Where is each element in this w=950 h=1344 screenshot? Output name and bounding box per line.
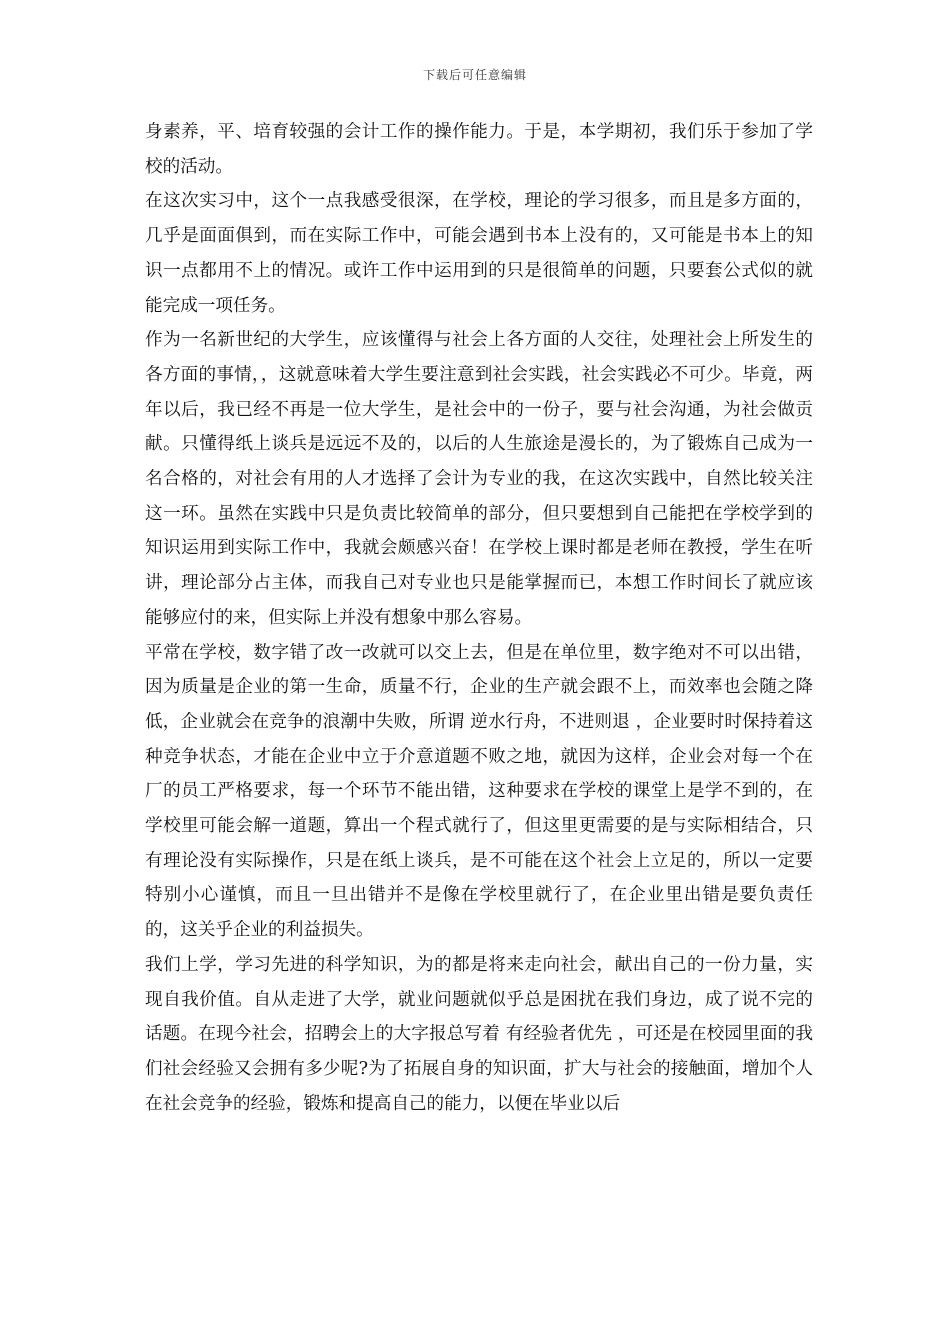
- paragraph-5: 我们上学，学习先进的科学知识，为的都是将来走向社会，献出自己的一份力量，实现自我价值。自从走进了大学，就业问题就似乎总是困扰在我们身边，成了说不完的话题。在现今社会，招聘会上的大字报总写着 有经验者优先 ，可还是在校园里面的我们社会经验又会拥有多少呢?为了拓展自身的知识面，扩大与社会的接触面，增加个人在社会竞争的经验，锻炼和提高自己的能力，以便在毕业以后: [145, 954, 813, 1114]
- page-header: 下载后可任意编辑: [422, 68, 527, 82]
- document-body: [145, 115, 813, 1121]
- paragraph-4: 平常在学校，数字错了改一改就可以交上去，但是在单位里，数字绝对不可以出错，因为质量是企业的第一生命，质量不行，企业的生产就会跟不上，而效率也会随之降低，企业就会在竞争的浪潮中失败，所谓 逆水行舟，不进则退 ，企业要时时保持着这种竞争状态，才能在企业中立于介意道题不败之地，就因为这样，企业会对每一个在厂的员工严格要求，每一个环节不能出错，这种要求在学校的课堂上是学不到的，在学校里可能会解一道题，算出一个程式就行了，但这里更需要的是与实际相结合，只有理论没有实际操作，只是在纸上谈兵，是不可能在这个社会上立足的，所以一定要特别小心谨慎，而且一旦出错并不是像在学校里就行了，在企业里出错是要负责任的，这关乎企业的利益损失。: [145, 642, 813, 941]
- paragraph-2: 在这次实习中，这个一点我感受很深，在学校，理论的学习很多，而且是多方面的，几乎是面面俱到，而在实际工作中，可能会遇到书本上没有的，又可能是书本上的知识一点都用不上的情况。或许工作中运用到的只是很简单的问题，只要套公式似的就能完成一项任务。: [145, 191, 813, 316]
- paragraph-3: 作为一名新世纪的大学生，应该懂得与社会上各方面的人交往，处理社会上所发生的各方面的事情，，这就意味着大学生要注意到社会实践，社会实践必不可少。毕竟，两年以后，我已经不再是一位大学生，是社会中的一份子，要与社会沟通，为社会做贡献。只懂得纸上谈兵是远远不及的，以后的人生旅途是漫长的，为了锻炼自己成为一名合格的，对社会有用的人才选择了会计为专业的我，在这次实践中，自然比较关注这一环。虽然在实践中只是负责比较简单的部分，但只要想到自己能把在学校学到的知识运用到实际工作中，我就会颇感兴奋！在学校上课时都是老师在教授，学生在听讲，理论部分占主体，而我自己对专业也只是能掌握而已，本想工作时间长了就应该能够应付的来，但实际上并没有想象中那么容易。: [145, 330, 813, 628]
- paragraph-1: 身素养，平、培育较强的会计工作的操作能力。于是，本学期初，我们乐于参加了学校的活动。: [145, 122, 813, 177]
